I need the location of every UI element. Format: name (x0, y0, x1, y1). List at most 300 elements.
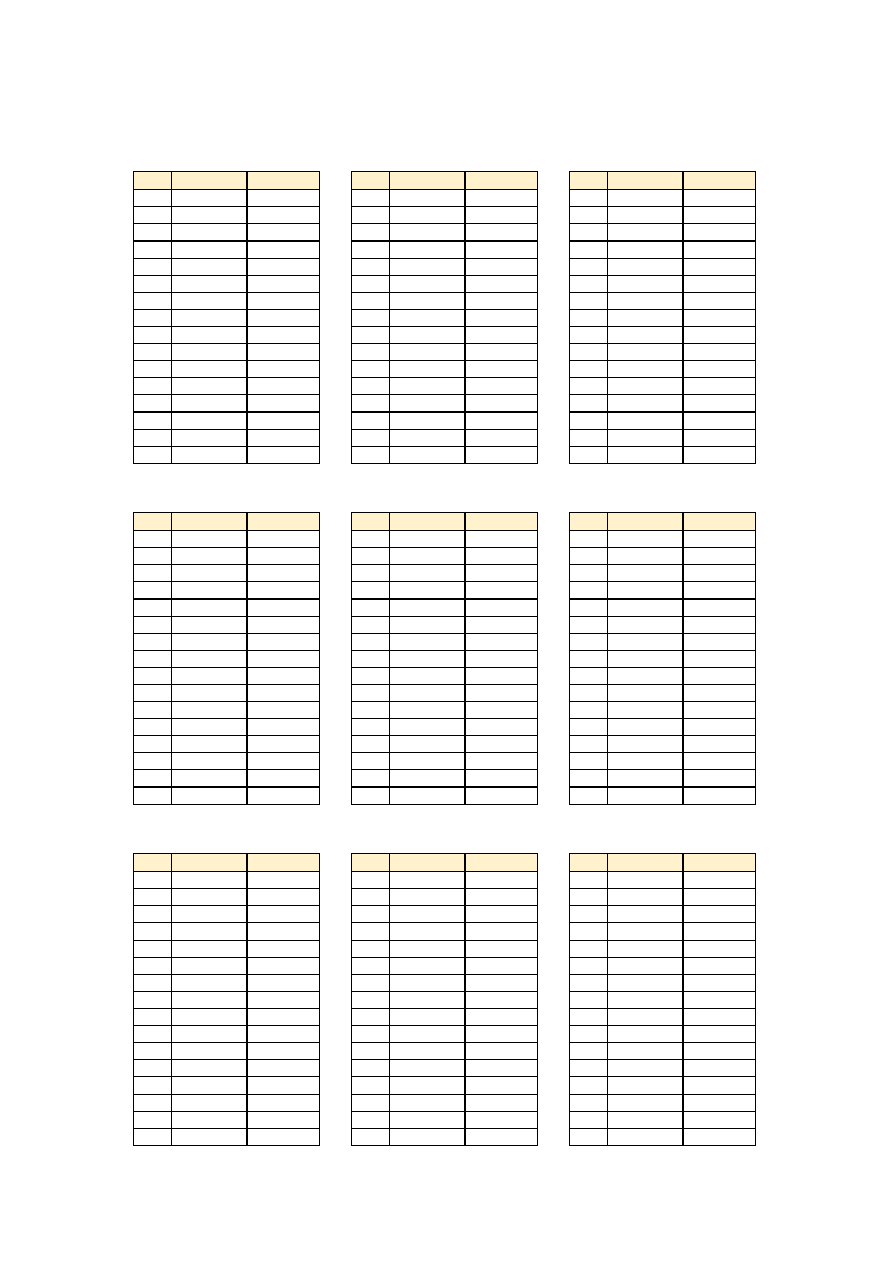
table-cell[interactable] (172, 293, 247, 310)
table-cell[interactable] (134, 651, 172, 668)
table-cell[interactable] (172, 565, 247, 582)
table-cell[interactable] (352, 1026, 390, 1043)
table-cell[interactable] (172, 906, 247, 923)
table-cell[interactable] (570, 668, 608, 685)
table-cell[interactable] (352, 1043, 390, 1060)
table-cell[interactable] (134, 787, 172, 805)
table-cell[interactable] (608, 1008, 683, 1025)
table-cell[interactable] (134, 753, 172, 770)
table-cell[interactable] (172, 395, 247, 413)
table-cell[interactable] (390, 361, 465, 378)
table-cell[interactable] (683, 923, 756, 940)
table-cell[interactable] (390, 1128, 465, 1145)
table-cell[interactable] (247, 565, 320, 582)
table-cell[interactable] (134, 719, 172, 736)
table-cell[interactable] (570, 395, 608, 413)
table-cell[interactable] (247, 310, 320, 327)
table-cell[interactable] (465, 531, 538, 548)
table-cell[interactable] (134, 1094, 172, 1111)
table-cell[interactable] (134, 957, 172, 974)
table-cell[interactable] (172, 599, 247, 617)
table-cell[interactable] (465, 872, 538, 889)
table-cell[interactable] (608, 940, 683, 957)
table-cell[interactable] (352, 923, 390, 940)
table-cell[interactable] (570, 617, 608, 634)
table-cell[interactable] (134, 430, 172, 447)
table-cell[interactable] (247, 685, 320, 702)
table-cell[interactable] (465, 565, 538, 582)
table-cell[interactable] (247, 241, 320, 259)
table-cell[interactable] (390, 702, 465, 719)
table-cell[interactable] (352, 1060, 390, 1077)
header-cell[interactable] (172, 513, 247, 531)
table-cell[interactable] (352, 190, 390, 207)
table-cell[interactable] (247, 753, 320, 770)
table-cell[interactable] (352, 447, 390, 464)
table-cell[interactable] (570, 1008, 608, 1025)
table-cell[interactable] (390, 957, 465, 974)
table-cell[interactable] (352, 872, 390, 889)
table-cell[interactable] (247, 736, 320, 753)
table-cell[interactable] (247, 1008, 320, 1025)
table-cell[interactable] (352, 787, 390, 805)
table-cell[interactable] (683, 190, 756, 207)
table-cell[interactable] (608, 276, 683, 293)
table-cell[interactable] (683, 1094, 756, 1111)
table-cell[interactable] (390, 548, 465, 565)
table-cell[interactable] (247, 1128, 320, 1145)
table-cell[interactable] (352, 599, 390, 617)
table-cell[interactable] (465, 276, 538, 293)
table-cell[interactable] (683, 719, 756, 736)
table-cell[interactable] (247, 531, 320, 548)
table-cell[interactable] (390, 634, 465, 651)
table-cell[interactable] (570, 906, 608, 923)
table-cell[interactable] (352, 702, 390, 719)
table-cell[interactable] (352, 1008, 390, 1025)
table-cell[interactable] (134, 736, 172, 753)
table-cell[interactable] (352, 719, 390, 736)
table-cell[interactable] (608, 327, 683, 344)
table-cell[interactable] (352, 685, 390, 702)
table-cell[interactable] (134, 770, 172, 788)
table-cell[interactable] (608, 668, 683, 685)
table-cell[interactable] (570, 770, 608, 788)
table-cell[interactable] (134, 531, 172, 548)
table-cell[interactable] (172, 719, 247, 736)
table-cell[interactable] (683, 770, 756, 788)
table-cell[interactable] (465, 361, 538, 378)
table-cell[interactable] (683, 1026, 756, 1043)
table-cell[interactable] (683, 702, 756, 719)
table-cell[interactable] (465, 224, 538, 242)
table-cell[interactable] (683, 787, 756, 805)
table-cell[interactable] (247, 889, 320, 906)
table-cell[interactable] (390, 224, 465, 242)
header-cell[interactable] (352, 513, 390, 531)
table-cell[interactable] (352, 940, 390, 957)
table-cell[interactable] (465, 1077, 538, 1094)
table-cell[interactable] (390, 293, 465, 310)
table-cell[interactable] (465, 923, 538, 940)
table-cell[interactable] (172, 276, 247, 293)
table-cell[interactable] (247, 412, 320, 430)
table-cell[interactable] (608, 651, 683, 668)
table-cell[interactable] (683, 957, 756, 974)
table-cell[interactable] (608, 1026, 683, 1043)
table-cell[interactable] (172, 957, 247, 974)
table-cell[interactable] (352, 344, 390, 361)
table-cell[interactable] (134, 889, 172, 906)
table-cell[interactable] (465, 1060, 538, 1077)
table-cell[interactable] (247, 276, 320, 293)
table-cell[interactable] (570, 447, 608, 464)
table-cell[interactable] (570, 1111, 608, 1128)
table-cell[interactable] (352, 906, 390, 923)
table-cell[interactable] (465, 395, 538, 413)
table-cell[interactable] (465, 685, 538, 702)
table-cell[interactable] (390, 736, 465, 753)
table-cell[interactable] (172, 378, 247, 395)
table-cell[interactable] (683, 531, 756, 548)
table-cell[interactable] (390, 719, 465, 736)
table-cell[interactable] (390, 1094, 465, 1111)
table-cell[interactable] (247, 395, 320, 413)
table-cell[interactable] (134, 259, 172, 276)
table-cell[interactable] (247, 906, 320, 923)
table-cell[interactable] (134, 974, 172, 991)
table-cell[interactable] (683, 1111, 756, 1128)
table-cell[interactable] (465, 1043, 538, 1060)
table-cell[interactable] (570, 548, 608, 565)
table-cell[interactable] (683, 651, 756, 668)
table-cell[interactable] (608, 787, 683, 805)
header-cell[interactable] (608, 854, 683, 872)
table-cell[interactable] (390, 753, 465, 770)
header-cell[interactable] (683, 172, 756, 190)
header-cell[interactable] (352, 854, 390, 872)
table-cell[interactable] (134, 361, 172, 378)
table-cell[interactable] (465, 327, 538, 344)
header-cell[interactable] (247, 513, 320, 531)
table-cell[interactable] (570, 719, 608, 736)
table-cell[interactable] (683, 548, 756, 565)
table-cell[interactable] (683, 207, 756, 224)
table-cell[interactable] (570, 1077, 608, 1094)
table-cell[interactable] (247, 957, 320, 974)
table-cell[interactable] (570, 412, 608, 430)
table-cell[interactable] (390, 770, 465, 788)
table-cell[interactable] (172, 736, 247, 753)
table-cell[interactable] (465, 702, 538, 719)
table-cell[interactable] (570, 378, 608, 395)
table-cell[interactable] (683, 974, 756, 991)
table-cell[interactable] (608, 207, 683, 224)
table-cell[interactable] (608, 582, 683, 600)
table-cell[interactable] (134, 940, 172, 957)
header-cell[interactable] (570, 513, 608, 531)
table-cell[interactable] (465, 582, 538, 600)
table-cell[interactable] (134, 412, 172, 430)
table-cell[interactable] (465, 241, 538, 259)
table-cell[interactable] (134, 548, 172, 565)
table-cell[interactable] (172, 1128, 247, 1145)
table-cell[interactable] (134, 582, 172, 600)
table-cell[interactable] (570, 957, 608, 974)
table-cell[interactable] (247, 224, 320, 242)
table-cell[interactable] (390, 923, 465, 940)
table-cell[interactable] (570, 582, 608, 600)
table-cell[interactable] (172, 447, 247, 464)
table-cell[interactable] (247, 651, 320, 668)
table-cell[interactable] (390, 1077, 465, 1094)
table-cell[interactable] (134, 378, 172, 395)
table-cell[interactable] (570, 872, 608, 889)
table-cell[interactable] (608, 872, 683, 889)
table-cell[interactable] (247, 940, 320, 957)
table-cell[interactable] (683, 412, 756, 430)
table-cell[interactable] (390, 378, 465, 395)
table-cell[interactable] (172, 787, 247, 805)
table-cell[interactable] (134, 1077, 172, 1094)
header-cell[interactable] (683, 513, 756, 531)
table-cell[interactable] (247, 361, 320, 378)
table-cell[interactable] (390, 1060, 465, 1077)
table-cell[interactable] (247, 207, 320, 224)
table-cell[interactable] (172, 1008, 247, 1025)
table-cell[interactable] (172, 531, 247, 548)
table-cell[interactable] (390, 940, 465, 957)
table-cell[interactable] (465, 293, 538, 310)
table-cell[interactable] (247, 872, 320, 889)
table-cell[interactable] (608, 685, 683, 702)
table-cell[interactable] (465, 430, 538, 447)
table-cell[interactable] (683, 753, 756, 770)
table-cell[interactable] (247, 1026, 320, 1043)
table-cell[interactable] (465, 259, 538, 276)
table-cell[interactable] (570, 310, 608, 327)
table-cell[interactable] (172, 753, 247, 770)
header-cell[interactable] (134, 172, 172, 190)
table-cell[interactable] (570, 787, 608, 805)
header-cell[interactable] (465, 513, 538, 531)
table-cell[interactable] (570, 531, 608, 548)
table-cell[interactable] (172, 224, 247, 242)
table-cell[interactable] (390, 276, 465, 293)
table-cell[interactable] (465, 940, 538, 957)
table-cell[interactable] (172, 651, 247, 668)
table-cell[interactable] (465, 1008, 538, 1025)
table-cell[interactable] (134, 634, 172, 651)
table-cell[interactable] (608, 923, 683, 940)
table-cell[interactable] (172, 940, 247, 957)
table-cell[interactable] (683, 293, 756, 310)
table-cell[interactable] (608, 770, 683, 788)
table-cell[interactable] (172, 412, 247, 430)
table-cell[interactable] (608, 634, 683, 651)
table-cell[interactable] (608, 957, 683, 974)
table-cell[interactable] (683, 634, 756, 651)
table-cell[interactable] (247, 974, 320, 991)
table-cell[interactable] (352, 310, 390, 327)
table-cell[interactable] (134, 447, 172, 464)
table-cell[interactable] (134, 207, 172, 224)
table-cell[interactable] (134, 1026, 172, 1043)
header-cell[interactable] (570, 172, 608, 190)
table-cell[interactable] (172, 1043, 247, 1060)
table-cell[interactable] (172, 923, 247, 940)
header-cell[interactable] (352, 172, 390, 190)
table-cell[interactable] (172, 310, 247, 327)
table-cell[interactable] (172, 207, 247, 224)
table-cell[interactable] (465, 548, 538, 565)
table-cell[interactable] (134, 872, 172, 889)
table-cell[interactable] (390, 685, 465, 702)
table-cell[interactable] (465, 1111, 538, 1128)
table-cell[interactable] (352, 991, 390, 1008)
table-cell[interactable] (134, 327, 172, 344)
table-cell[interactable] (247, 430, 320, 447)
header-cell[interactable] (172, 854, 247, 872)
table-cell[interactable] (390, 430, 465, 447)
table-cell[interactable] (134, 668, 172, 685)
table-cell[interactable] (390, 190, 465, 207)
table-cell[interactable] (570, 190, 608, 207)
table-cell[interactable] (570, 293, 608, 310)
table-cell[interactable] (352, 565, 390, 582)
table-cell[interactable] (570, 940, 608, 957)
table-cell[interactable] (570, 327, 608, 344)
table-cell[interactable] (608, 565, 683, 582)
table-cell[interactable] (134, 565, 172, 582)
table-cell[interactable] (465, 617, 538, 634)
table-cell[interactable] (683, 940, 756, 957)
table-cell[interactable] (247, 1111, 320, 1128)
table-cell[interactable] (134, 293, 172, 310)
table-cell[interactable] (352, 378, 390, 395)
table-cell[interactable] (570, 241, 608, 259)
table-cell[interactable] (465, 447, 538, 464)
table-cell[interactable] (683, 685, 756, 702)
table-cell[interactable] (570, 651, 608, 668)
table-cell[interactable] (608, 736, 683, 753)
table-cell[interactable] (683, 276, 756, 293)
table-cell[interactable] (352, 668, 390, 685)
header-cell[interactable] (465, 854, 538, 872)
table-cell[interactable] (683, 668, 756, 685)
table-cell[interactable] (247, 344, 320, 361)
table-cell[interactable] (608, 617, 683, 634)
table-cell[interactable] (683, 224, 756, 242)
table-cell[interactable] (683, 599, 756, 617)
table-cell[interactable] (390, 531, 465, 548)
header-cell[interactable] (570, 854, 608, 872)
table-cell[interactable] (352, 753, 390, 770)
table-cell[interactable] (608, 412, 683, 430)
table-cell[interactable] (683, 906, 756, 923)
table-cell[interactable] (172, 241, 247, 259)
table-cell[interactable] (465, 991, 538, 1008)
table-cell[interactable] (172, 430, 247, 447)
table-cell[interactable] (352, 957, 390, 974)
table-cell[interactable] (172, 259, 247, 276)
table-cell[interactable] (172, 889, 247, 906)
table-cell[interactable] (570, 1128, 608, 1145)
table-cell[interactable] (570, 889, 608, 906)
table-cell[interactable] (390, 327, 465, 344)
header-cell[interactable] (608, 513, 683, 531)
table-cell[interactable] (352, 770, 390, 788)
table-cell[interactable] (352, 224, 390, 242)
header-cell[interactable] (390, 513, 465, 531)
table-cell[interactable] (390, 259, 465, 276)
table-cell[interactable] (465, 957, 538, 974)
table-cell[interactable] (570, 685, 608, 702)
table-cell[interactable] (172, 361, 247, 378)
table-cell[interactable] (465, 634, 538, 651)
table-cell[interactable] (390, 651, 465, 668)
table-cell[interactable] (608, 974, 683, 991)
table-cell[interactable] (683, 1060, 756, 1077)
table-cell[interactable] (247, 719, 320, 736)
table-cell[interactable] (608, 1128, 683, 1145)
table-cell[interactable] (172, 190, 247, 207)
table-cell[interactable] (465, 378, 538, 395)
table-cell[interactable] (608, 1060, 683, 1077)
table-cell[interactable] (352, 736, 390, 753)
table-cell[interactable] (247, 770, 320, 788)
table-cell[interactable] (570, 430, 608, 447)
table-cell[interactable] (683, 310, 756, 327)
table-cell[interactable] (465, 310, 538, 327)
table-cell[interactable] (172, 702, 247, 719)
table-cell[interactable] (172, 548, 247, 565)
table-cell[interactable] (465, 787, 538, 805)
table-cell[interactable] (134, 241, 172, 259)
header-cell[interactable] (390, 172, 465, 190)
table-cell[interactable] (247, 702, 320, 719)
table-cell[interactable] (465, 1094, 538, 1111)
table-cell[interactable] (390, 344, 465, 361)
table-cell[interactable] (352, 395, 390, 413)
table-cell[interactable] (465, 207, 538, 224)
table-cell[interactable] (352, 207, 390, 224)
table-cell[interactable] (352, 241, 390, 259)
table-cell[interactable] (608, 395, 683, 413)
table-cell[interactable] (390, 565, 465, 582)
table-cell[interactable] (134, 344, 172, 361)
table-cell[interactable] (570, 974, 608, 991)
table-cell[interactable] (134, 1008, 172, 1025)
table-cell[interactable] (352, 1128, 390, 1145)
table-cell[interactable] (390, 787, 465, 805)
table-cell[interactable] (465, 889, 538, 906)
table-cell[interactable] (172, 1077, 247, 1094)
table-cell[interactable] (134, 276, 172, 293)
table-cell[interactable] (465, 736, 538, 753)
table-cell[interactable] (134, 906, 172, 923)
table-cell[interactable] (390, 599, 465, 617)
table-cell[interactable] (172, 974, 247, 991)
table-cell[interactable] (608, 1111, 683, 1128)
table-cell[interactable] (134, 991, 172, 1008)
table-cell[interactable] (465, 753, 538, 770)
table-cell[interactable] (465, 668, 538, 685)
table-cell[interactable] (134, 310, 172, 327)
table-cell[interactable] (172, 344, 247, 361)
table-cell[interactable] (570, 634, 608, 651)
table-cell[interactable] (172, 1094, 247, 1111)
